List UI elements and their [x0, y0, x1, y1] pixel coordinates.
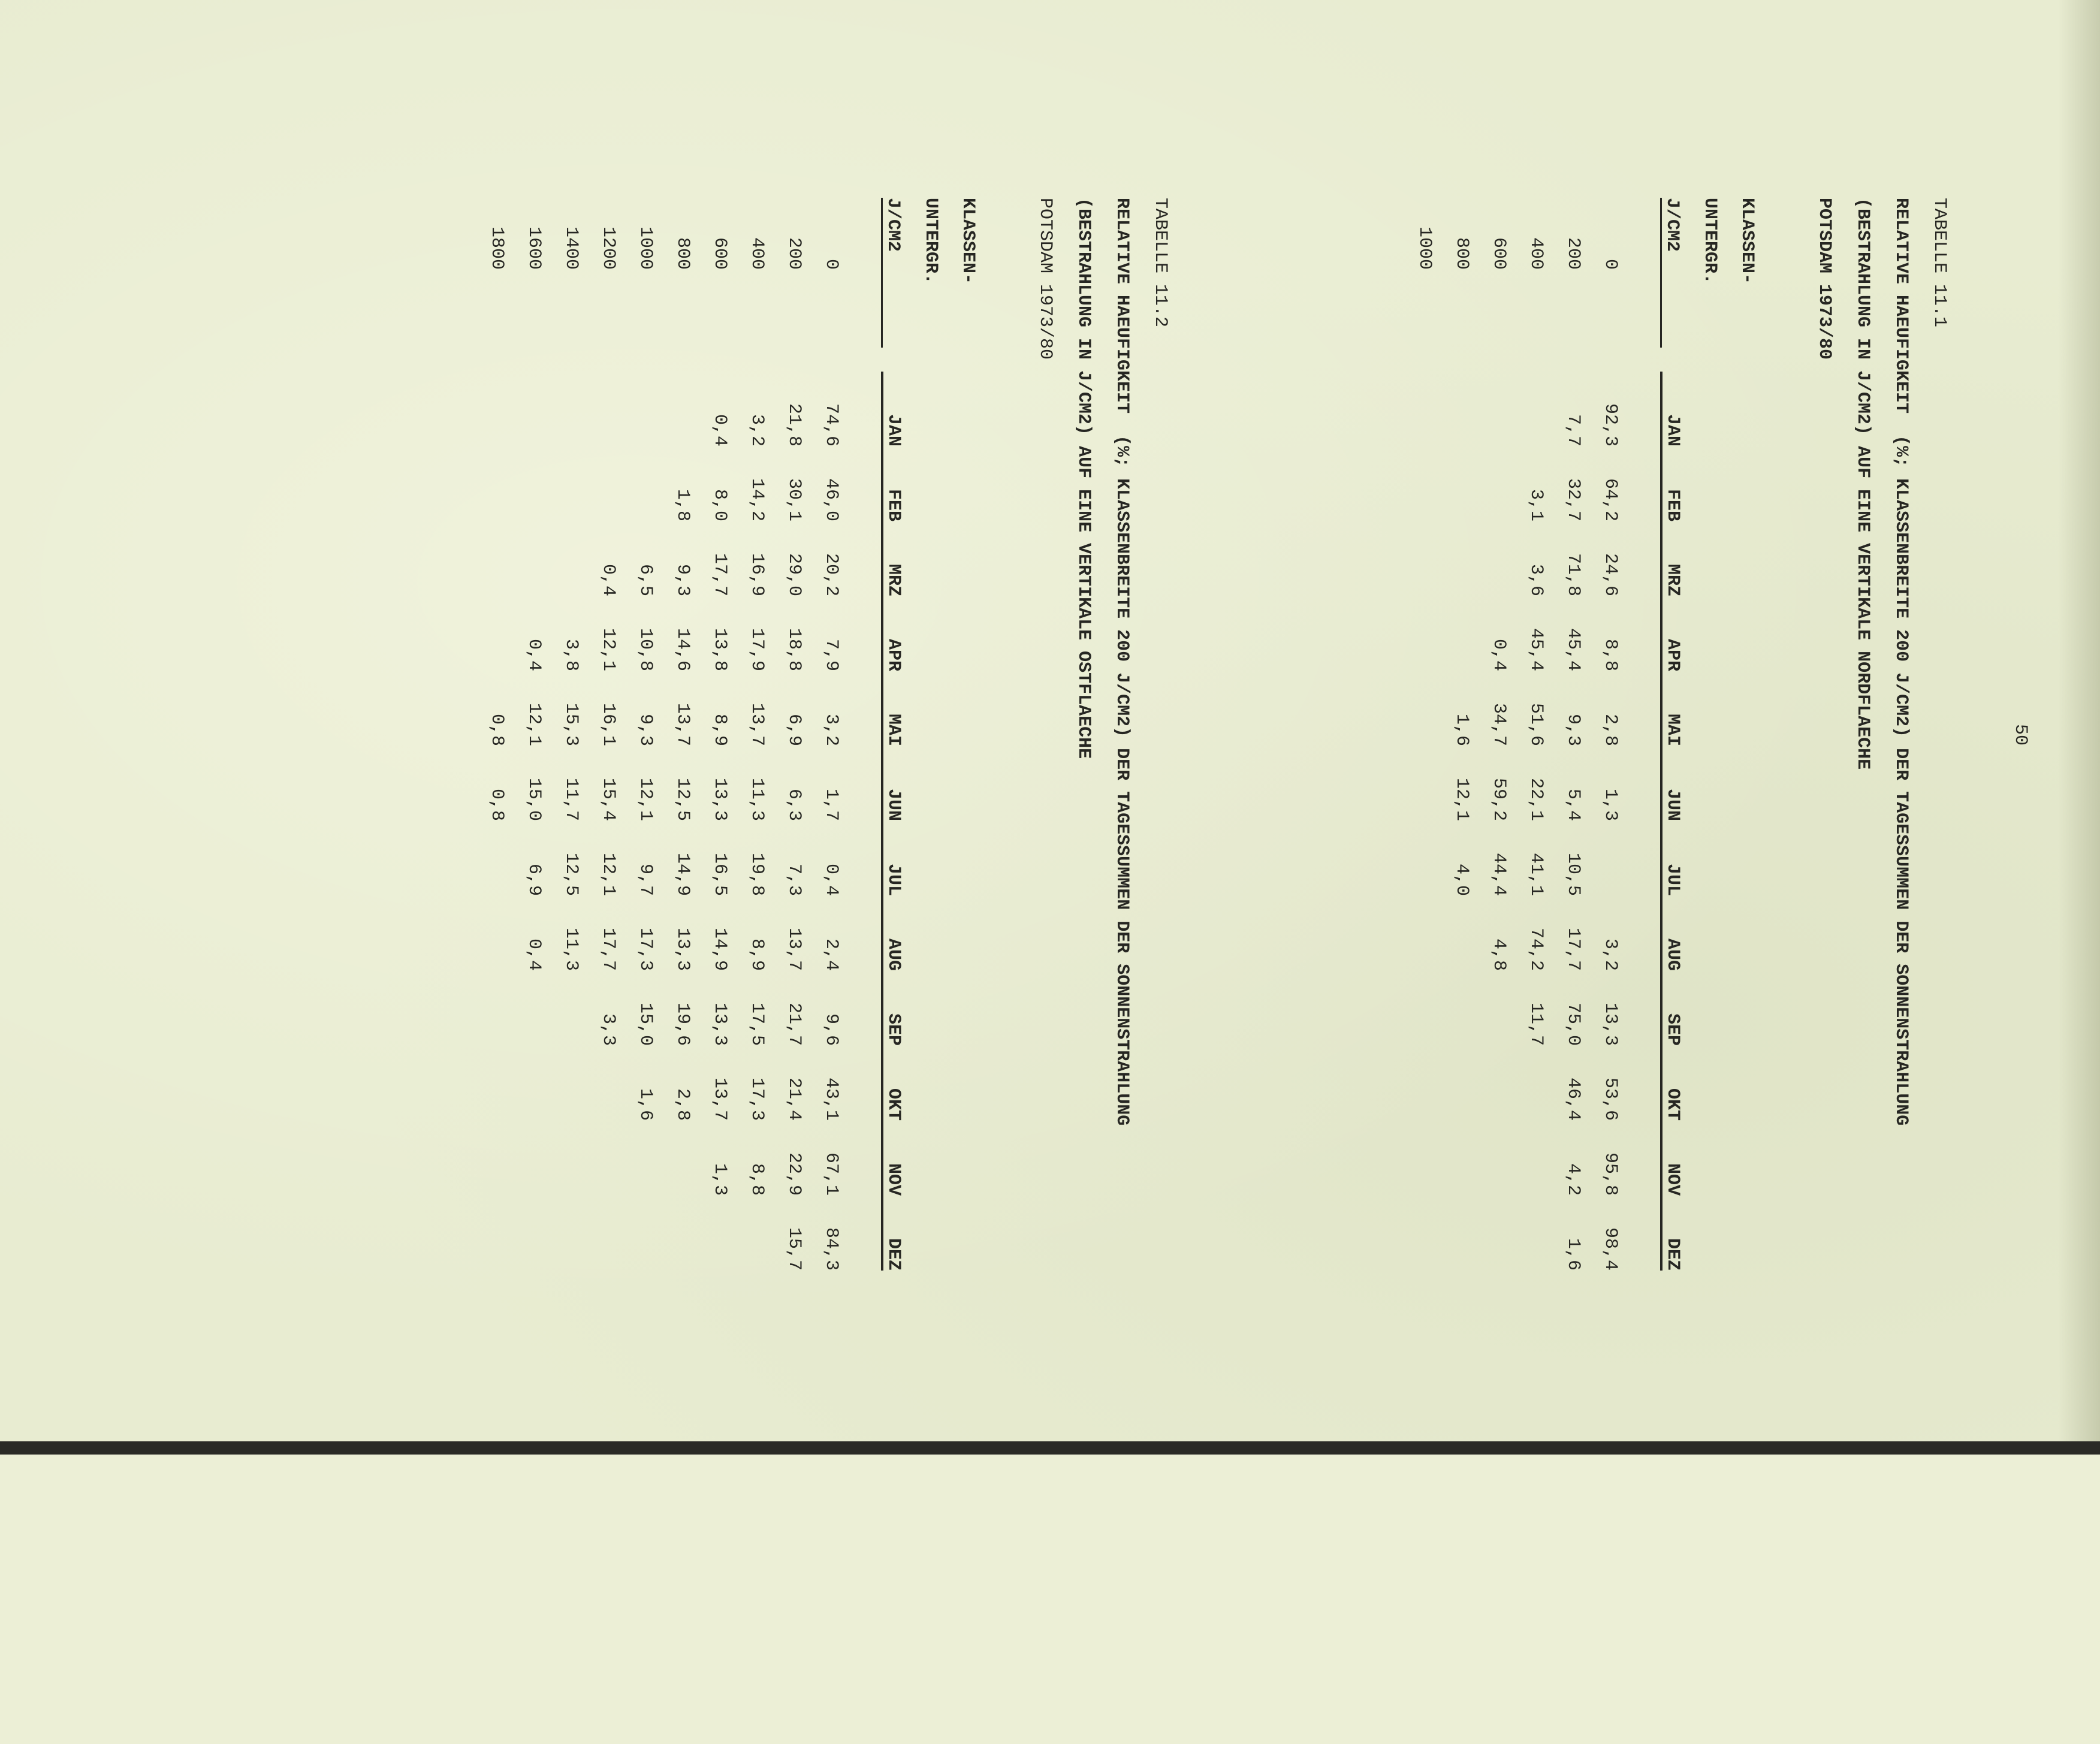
class-lower-bound: 800	[1452, 237, 1472, 270]
table-cell	[1452, 896, 1489, 971]
table-cell: 0,4	[524, 938, 544, 971]
table-cell: 17,3	[747, 1077, 767, 1121]
table-cell	[635, 446, 672, 521]
table-cell	[487, 821, 524, 896]
table-cell: 98,4	[1600, 1227, 1621, 1271]
table-cell: 0,8	[487, 713, 507, 746]
description-text: (BESTRAHLUNG IN J/CM2) AUF EINE VERTIKALE NORDFLAECHE	[1852, 198, 1873, 770]
table-cell: 1,6	[635, 1088, 656, 1121]
month-header: MRZ	[1661, 521, 1700, 596]
table-cell: 1,3	[710, 1163, 730, 1196]
table-row	[598, 198, 635, 1271]
class-lower-bound: 1400	[561, 226, 581, 270]
table-cell: 8,8	[747, 1163, 767, 1196]
table-cell: 95,8	[1600, 1152, 1621, 1196]
table-row	[1563, 198, 1600, 1271]
table-cell: 9,3	[1563, 713, 1583, 746]
table-cell	[672, 1196, 710, 1271]
table-row	[1489, 198, 1526, 1271]
table-cell	[487, 521, 524, 596]
table-cell: 4,0	[1452, 863, 1472, 896]
table-cell: 75,0	[1563, 1002, 1583, 1046]
table-cell	[1414, 372, 1452, 446]
table-cell	[1489, 372, 1526, 446]
class-header-line: KLASSEN-	[1737, 198, 1757, 285]
table-cell: 30,1	[784, 478, 804, 521]
table-cell: 67,1	[821, 1152, 841, 1196]
month-header: JUN	[882, 746, 921, 821]
table-cell	[487, 1121, 524, 1196]
table-cell	[1414, 446, 1452, 521]
table-cell: 12,5	[672, 777, 693, 821]
month-header: MRZ	[882, 521, 921, 596]
table-cell: 15,0	[524, 777, 544, 821]
table-cell: 17,3	[635, 927, 656, 971]
month-header: DEZ	[882, 1196, 921, 1271]
table-cell: 15,3	[561, 702, 581, 746]
table-cell: 4,2	[1563, 1163, 1583, 1196]
table-row	[784, 198, 821, 1271]
table-cell: 21,8	[784, 403, 804, 446]
table-cell: 12,5	[561, 852, 581, 896]
table-cell	[524, 1196, 561, 1271]
table-cell: 20,2	[821, 553, 841, 596]
table-cell: 74,2	[1526, 927, 1546, 971]
table-cell	[487, 971, 524, 1046]
month-header-row	[1661, 198, 1700, 1271]
table-cell: 21,7	[784, 1002, 804, 1046]
table-cell	[1526, 1121, 1563, 1196]
table-cell: 0,4	[821, 863, 841, 896]
table-cell	[635, 1196, 672, 1271]
table-cell	[561, 521, 598, 596]
table-cell: 13,3	[710, 777, 730, 821]
table-cell: 3,6	[1526, 563, 1546, 596]
table-cell: 6,9	[784, 713, 804, 746]
table-cell	[598, 446, 635, 521]
class-lower-bound: 1800	[487, 226, 507, 270]
table-cell: 24,6	[1600, 553, 1621, 596]
class-lower-bound: 0	[821, 258, 841, 270]
month-header: JAN	[882, 372, 921, 446]
table-cell: 29,0	[784, 553, 804, 596]
table-cell: 1,8	[672, 488, 693, 521]
table-cell: 0,4	[710, 414, 730, 446]
table-cell	[487, 596, 524, 671]
table-cell: 34,7	[1489, 702, 1509, 746]
class-lower-bound: 600	[1489, 237, 1509, 270]
table-cell: 17,7	[1563, 927, 1583, 971]
month-header: MAI	[1661, 671, 1700, 746]
class-header-line: UNTERGR.	[921, 198, 941, 285]
table-cell: 14,2	[747, 478, 767, 521]
scan-bottom-edge	[0, 1441, 2100, 1455]
table-cell: 6,9	[524, 863, 544, 896]
table-cell: 11,7	[1526, 1002, 1546, 1046]
month-header: JUL	[1661, 821, 1700, 896]
table-cell: 0,4	[598, 563, 618, 596]
table-cell	[1414, 1121, 1452, 1196]
table-cell: 15,7	[784, 1227, 804, 1271]
table-cell: 59,2	[1489, 777, 1509, 821]
table-title: TABELLE 11.1	[1929, 198, 1950, 328]
table-cell	[1526, 1046, 1563, 1121]
table-cell	[1414, 596, 1452, 671]
table-cell	[635, 1121, 672, 1196]
table-cell: 51,6	[1526, 702, 1546, 746]
table-cell: 4,8	[1489, 938, 1509, 971]
table-11-1-block	[1414, 198, 1959, 1744]
table-cell: 15,0	[635, 1002, 656, 1046]
page-number: 50	[2010, 724, 2030, 746]
class-lower-bound: 800	[672, 237, 693, 270]
class-lower-bound: 1600	[524, 226, 544, 270]
table-cell	[1414, 971, 1452, 1046]
month-header: DEZ	[1661, 1196, 1700, 1271]
table-cell	[598, 1121, 635, 1196]
class-lower-bound: 1000	[635, 226, 656, 270]
class-lower-bound: 200	[1563, 237, 1583, 270]
month-header: MAI	[882, 671, 921, 746]
table-cell	[487, 446, 524, 521]
table-cell: 15,4	[598, 777, 618, 821]
table-cell	[635, 372, 672, 446]
table-cell: 3,8	[561, 638, 581, 671]
table-cell: 7,9	[821, 638, 841, 671]
table-cell: 17,5	[747, 1002, 767, 1046]
table-cell: 21,4	[784, 1077, 804, 1121]
table-cell: 8,8	[1600, 638, 1621, 671]
table-cell: 16,9	[747, 553, 767, 596]
table-cell: 12,1	[1452, 777, 1472, 821]
table-cell: 6,3	[784, 788, 804, 821]
table-cell: 12,1	[635, 777, 656, 821]
table-cell	[487, 1196, 524, 1271]
table-cell: 13,3	[672, 927, 693, 971]
table-cell: 45,4	[1526, 627, 1546, 671]
table-cell	[1526, 372, 1563, 446]
table-cell: 18,8	[784, 627, 804, 671]
month-header: AUG	[882, 896, 921, 971]
table-cell: 53,6	[1600, 1077, 1621, 1121]
table-cell: 14,9	[710, 927, 730, 971]
table-row	[710, 198, 747, 1271]
table-cell: 7,3	[784, 863, 804, 896]
table-row	[821, 198, 882, 1271]
table-description-line: RELATIVE HAEUFIGKEIT (%; KLASSENBREITE 200 J/CM2) DER TAGESSUMMEN DER SONNENSTRAHLUNG	[1112, 198, 1132, 1126]
table-cell	[561, 1121, 598, 1196]
table-cell	[710, 1196, 747, 1271]
table-cell: 1,3	[1600, 788, 1621, 821]
table-cell: 46,0	[821, 478, 841, 521]
table-cell: 2,8	[672, 1088, 693, 1121]
month-header: OKT	[882, 1046, 921, 1121]
class-header-line: KLASSEN-	[958, 198, 978, 285]
table-cell	[524, 971, 561, 1046]
table-cell: 8,0	[710, 488, 730, 521]
table-cell: 10,8	[635, 627, 656, 671]
month-header: SEP	[1661, 971, 1700, 1046]
table-cell: 3,2	[821, 713, 841, 746]
table-cell	[524, 521, 561, 596]
table-row	[635, 198, 672, 1271]
table-cell: 2,4	[821, 938, 841, 971]
table-row	[1600, 198, 1661, 1271]
table-cell: 9,6	[821, 1013, 841, 1046]
table-row	[1452, 198, 1489, 1271]
table-cell	[1452, 372, 1489, 446]
table-cell: 12,1	[598, 627, 618, 671]
table-11-2-block	[487, 198, 1179, 1744]
table-cell	[598, 1196, 635, 1271]
table-row	[1414, 198, 1452, 1271]
table-cell	[1414, 1046, 1452, 1121]
table-cell	[1600, 821, 1661, 896]
month-header: APR	[882, 596, 921, 671]
class-lower-bound: 1200	[598, 226, 618, 270]
table-cell: 46,4	[1563, 1077, 1583, 1121]
table-cell: 32,7	[1563, 478, 1583, 521]
table-cell: 9,3	[635, 713, 656, 746]
table-cell	[1452, 1046, 1489, 1121]
table-cell: 19,6	[672, 1002, 693, 1046]
table-cell: 3,2	[747, 414, 767, 446]
table-row	[672, 198, 710, 1271]
table-cell: 17,7	[598, 927, 618, 971]
table-cell	[1452, 1196, 1489, 1271]
table-cell: 14,6	[672, 627, 693, 671]
table-description-line	[1843, 198, 1882, 1744]
table-cell: 13,7	[784, 927, 804, 971]
table-cell	[672, 1121, 710, 1196]
table-cell: 22,9	[784, 1152, 804, 1196]
table-row	[1526, 198, 1563, 1271]
table-cell	[1452, 521, 1489, 596]
table-cell: 92,3	[1600, 403, 1621, 446]
table-cell	[487, 372, 524, 446]
table-cell	[1452, 1121, 1489, 1196]
table-row	[561, 198, 598, 1271]
table-cell: 13,8	[710, 627, 730, 671]
table-cell: 14,9	[672, 852, 693, 896]
table-cell: 74,6	[821, 403, 841, 446]
table-cell: 13,7	[710, 1077, 730, 1121]
table-cell	[487, 1046, 524, 1121]
table-cell: 64,2	[1600, 478, 1621, 521]
month-header: JAN	[1661, 372, 1700, 446]
class-header-line: UNTERGR.	[1700, 198, 1720, 285]
table-location-line: POTSDAM 1973/80	[1814, 198, 1835, 360]
table-cell: 7,7	[1563, 414, 1583, 446]
class-lower-bound: 400	[1526, 237, 1546, 270]
table-cell: 0,4	[1489, 638, 1509, 671]
table-cell	[561, 446, 598, 521]
table-cell: 17,9	[747, 627, 767, 671]
month-header: NOV	[882, 1121, 921, 1196]
table-cell: 45,4	[1563, 627, 1583, 671]
table-cell: 11,3	[561, 927, 581, 971]
table-cell: 71,8	[1563, 553, 1583, 596]
table-cell: 11,7	[561, 777, 581, 821]
class-header-line: J/CM2	[882, 198, 921, 348]
table-cell	[561, 1046, 598, 1121]
table-cell: 16,5	[710, 852, 730, 896]
table-cell: 0,4	[524, 638, 544, 671]
table-cell: 1,6	[1452, 713, 1472, 746]
table-cell	[747, 1196, 784, 1271]
table-row	[524, 198, 561, 1271]
table-cell: 16,1	[598, 702, 618, 746]
table-cell	[1452, 446, 1489, 521]
table-cell: 13,7	[672, 702, 693, 746]
table-cell: 2,8	[1600, 713, 1621, 746]
table-cell: 12,1	[598, 852, 618, 896]
class-lower-bound: 1000	[1414, 226, 1435, 270]
table-cell: 43,1	[821, 1077, 841, 1121]
month-header: SEP	[882, 971, 921, 1046]
table-cell: 12,1	[524, 702, 544, 746]
table-cell: 84,3	[821, 1227, 841, 1271]
table-cell	[1452, 971, 1489, 1046]
month-header: AUG	[1661, 896, 1700, 971]
month-header: OKT	[1661, 1046, 1700, 1121]
class-lower-bound: 200	[784, 237, 804, 270]
table-cell: 6,5	[635, 563, 656, 596]
month-header: FEB	[882, 446, 921, 521]
table-cell	[1414, 671, 1452, 746]
class-lower-bound: 600	[710, 237, 730, 270]
table-row	[747, 198, 784, 1271]
table-row	[487, 198, 524, 1271]
table-cell: 1,6	[1563, 1238, 1583, 1271]
table-cell: 3,2	[1600, 938, 1621, 971]
table-cell	[524, 1046, 561, 1121]
table-cell	[1526, 1196, 1563, 1271]
class-header-line: J/CM2	[1661, 198, 1700, 348]
month-header: NOV	[1661, 1121, 1700, 1196]
month-header-row	[882, 198, 921, 1271]
table-cell	[1414, 521, 1452, 596]
table-cell: 17,7	[710, 553, 730, 596]
table-description-line: RELATIVE HAEUFIGKEIT (%; KLASSENBREITE 200 J/CM2) DER TAGESSUMMEN DER SONNENSTRAHLUNG	[1891, 198, 1911, 1126]
table-cell	[1489, 446, 1526, 521]
table-cell: 5,4	[1563, 788, 1583, 821]
table-cell: 9,7	[635, 863, 656, 896]
table-location-line: POTSDAM 1973/80	[1035, 198, 1055, 360]
table-cell: 13,3	[710, 1002, 730, 1046]
table-cell	[1452, 596, 1489, 671]
class-lower-bound: 400	[747, 237, 767, 270]
table-cell	[672, 372, 710, 446]
month-header: JUN	[1661, 746, 1700, 821]
table-title: TABELLE 11.2	[1150, 198, 1170, 328]
table-cell: 0,8	[487, 788, 507, 821]
table-cell	[524, 446, 561, 521]
month-header: APR	[1661, 596, 1700, 671]
table-cell	[1489, 521, 1526, 596]
table-cell	[561, 1196, 598, 1271]
table-cell	[1489, 1196, 1526, 1271]
table-cell	[1489, 1046, 1526, 1121]
table-cell: 1,7	[821, 788, 841, 821]
table-cell: 11,3	[747, 777, 767, 821]
table-description-line: (BESTRAHLUNG IN J/CM2) AUF EINE VERTIKALE OSTFLAECHE	[1073, 198, 1094, 759]
table-cell: 9,3	[672, 563, 693, 596]
table-cell: 13,3	[1600, 1002, 1621, 1046]
table-cell	[487, 896, 524, 971]
table-cell	[1414, 746, 1452, 821]
table-cell: 8,9	[747, 938, 767, 971]
table-cell	[524, 372, 561, 446]
table-cell	[1414, 896, 1452, 971]
table-cell: 8,9	[710, 713, 730, 746]
table-11-1	[1414, 198, 1774, 1271]
table-cell: 13,7	[747, 702, 767, 746]
class-lower-bound: 0	[1600, 258, 1621, 270]
table-cell: 22,1	[1526, 777, 1546, 821]
table-cell: 10,5	[1563, 852, 1583, 896]
month-header: JUL	[882, 821, 921, 896]
table-cell	[598, 1046, 635, 1121]
table-cell	[1489, 1121, 1526, 1196]
table-cell	[1414, 1196, 1452, 1271]
table-cell	[561, 372, 598, 446]
month-header: FEB	[1661, 446, 1700, 521]
table-cell: 3,1	[1526, 488, 1546, 521]
table-11-2	[487, 198, 995, 1271]
table-cell	[524, 1121, 561, 1196]
table-cell: 19,8	[747, 852, 767, 896]
table-cell	[598, 372, 635, 446]
table-cell	[1489, 971, 1526, 1046]
table-cell: 41,1	[1526, 852, 1546, 896]
table-cell: 44,4	[1489, 852, 1509, 896]
table-cell	[1414, 821, 1452, 896]
table-cell	[561, 971, 598, 1046]
table-cell: 3,3	[598, 1013, 618, 1046]
